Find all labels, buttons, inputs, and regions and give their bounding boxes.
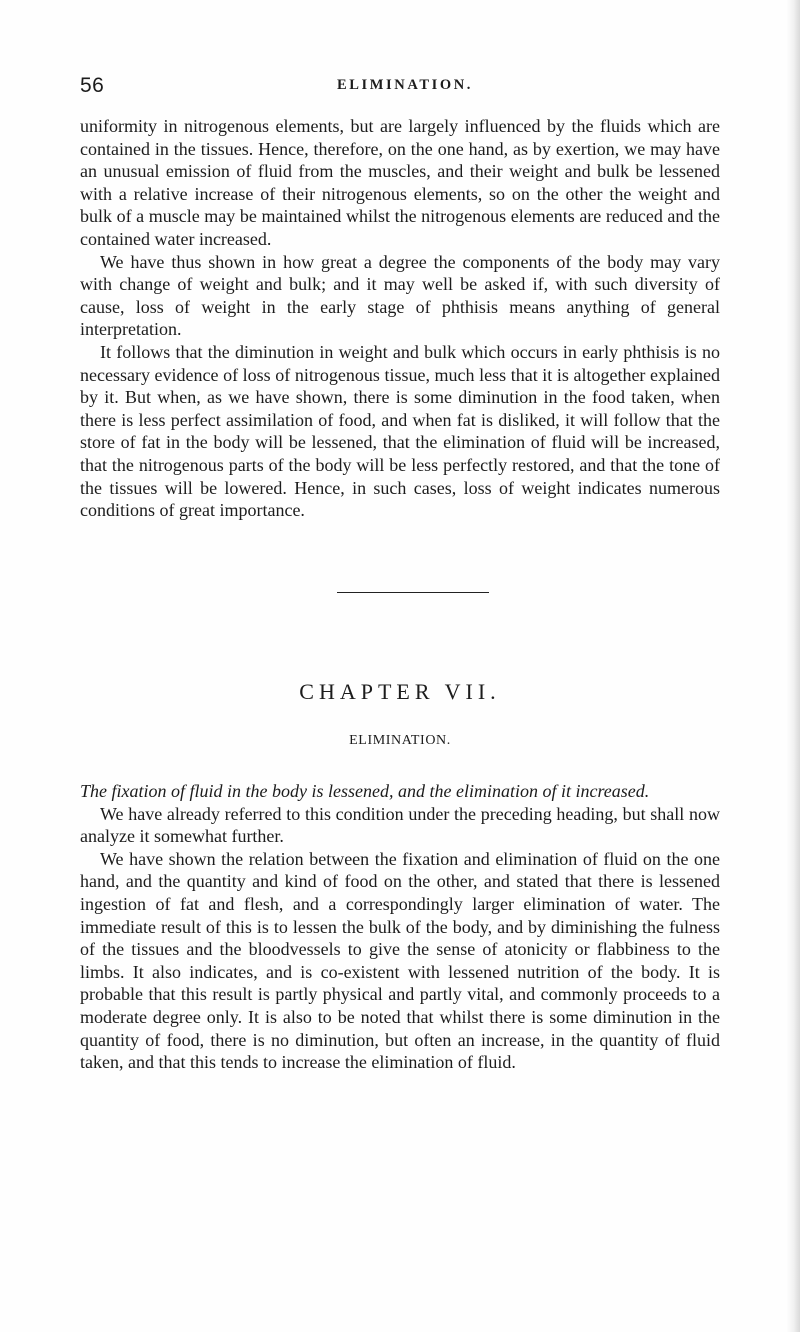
paragraph: It follows that the diminution in weight and bulk which occurs in early phthisis is no necessary evidence of loss of nitrogenous tissue, much less that it is altogether explained by it. But when, as we have shown, there is some diminution in the food taken, when there is less perfect assimilation of food, and when fat is disliked, it will follow that the store of fat in the body will be lessened, that the elimination of fluid will be increased, that the nitrogenous parts of the body will be less perfectly restored, and that the tone of the tissues will be lowered. Hence, in such cases, loss of weight indicates numerous conditions of great importance. bbox=[80, 341, 720, 521]
running-title: ELIMINATION. bbox=[336, 77, 474, 93]
chapter-heading: CHAPTER VII. bbox=[299, 679, 501, 704]
chapter-body bbox=[80, 780, 720, 1074]
paragraph: We have thus shown in how great a degree the components of the body may vary with change of weight and bulk; and it may well be asked if, with such diversity of cause, loss of weight in the early stage of phthisis means anything of general interpretation. bbox=[80, 251, 720, 340]
chapter-subtitle: ELIMINATION. bbox=[349, 733, 451, 748]
running-head bbox=[80, 74, 730, 104]
section-title: The fixation of fluid in the body is lessened, and the elimination of it increased. bbox=[80, 781, 650, 801]
page-number: 56 bbox=[80, 74, 105, 97]
continued-text-section bbox=[80, 115, 720, 522]
paragraph-continued: uniformity in nitrogenous elements, but are largely influenced by the fluids which are contained in the tissues. Hence, therefore, on the one hand, as by exertion, we may have an unusual emission of fluid from the muscles, and their weight and bulk be lessened with a relative increase of their nitrogenous elements, so on the other the weight and bulk of a muscle may be maintained whilst the nitrogenous elements are reduced and the contained water increased. bbox=[80, 116, 720, 249]
section-divider-rule bbox=[337, 592, 489, 593]
paragraph: We have already referred to this condition under the preceding heading, but shall now analyze it somewhat further. bbox=[80, 803, 720, 847]
paragraph: We have shown the relation between the fixation and elimination of fluid on the one hand, and the quantity and kind of food on the other, and stated that there is lessened ingestion of fat and flesh, and a correspondingly larger elimination of water. The immediate result of this is to lessen the bulk of the body, and by diminishing the fulness of the tissues and the bloodvessels to give the sense of atonicity or flabbiness to the limbs. It also indicates, and is co-existent with lessened nutrition of the body. It is probable that this result is partly physical and partly vital, and commonly proceeds to a moderate degree only. It is also to be noted that whilst there is some diminution in the quantity of food, there is no diminution, but often an increase, in the quantity of fluid taken, and that this tends to increase the elimination of fluid. bbox=[80, 848, 720, 1073]
page-edge-shadow bbox=[786, 0, 800, 1332]
